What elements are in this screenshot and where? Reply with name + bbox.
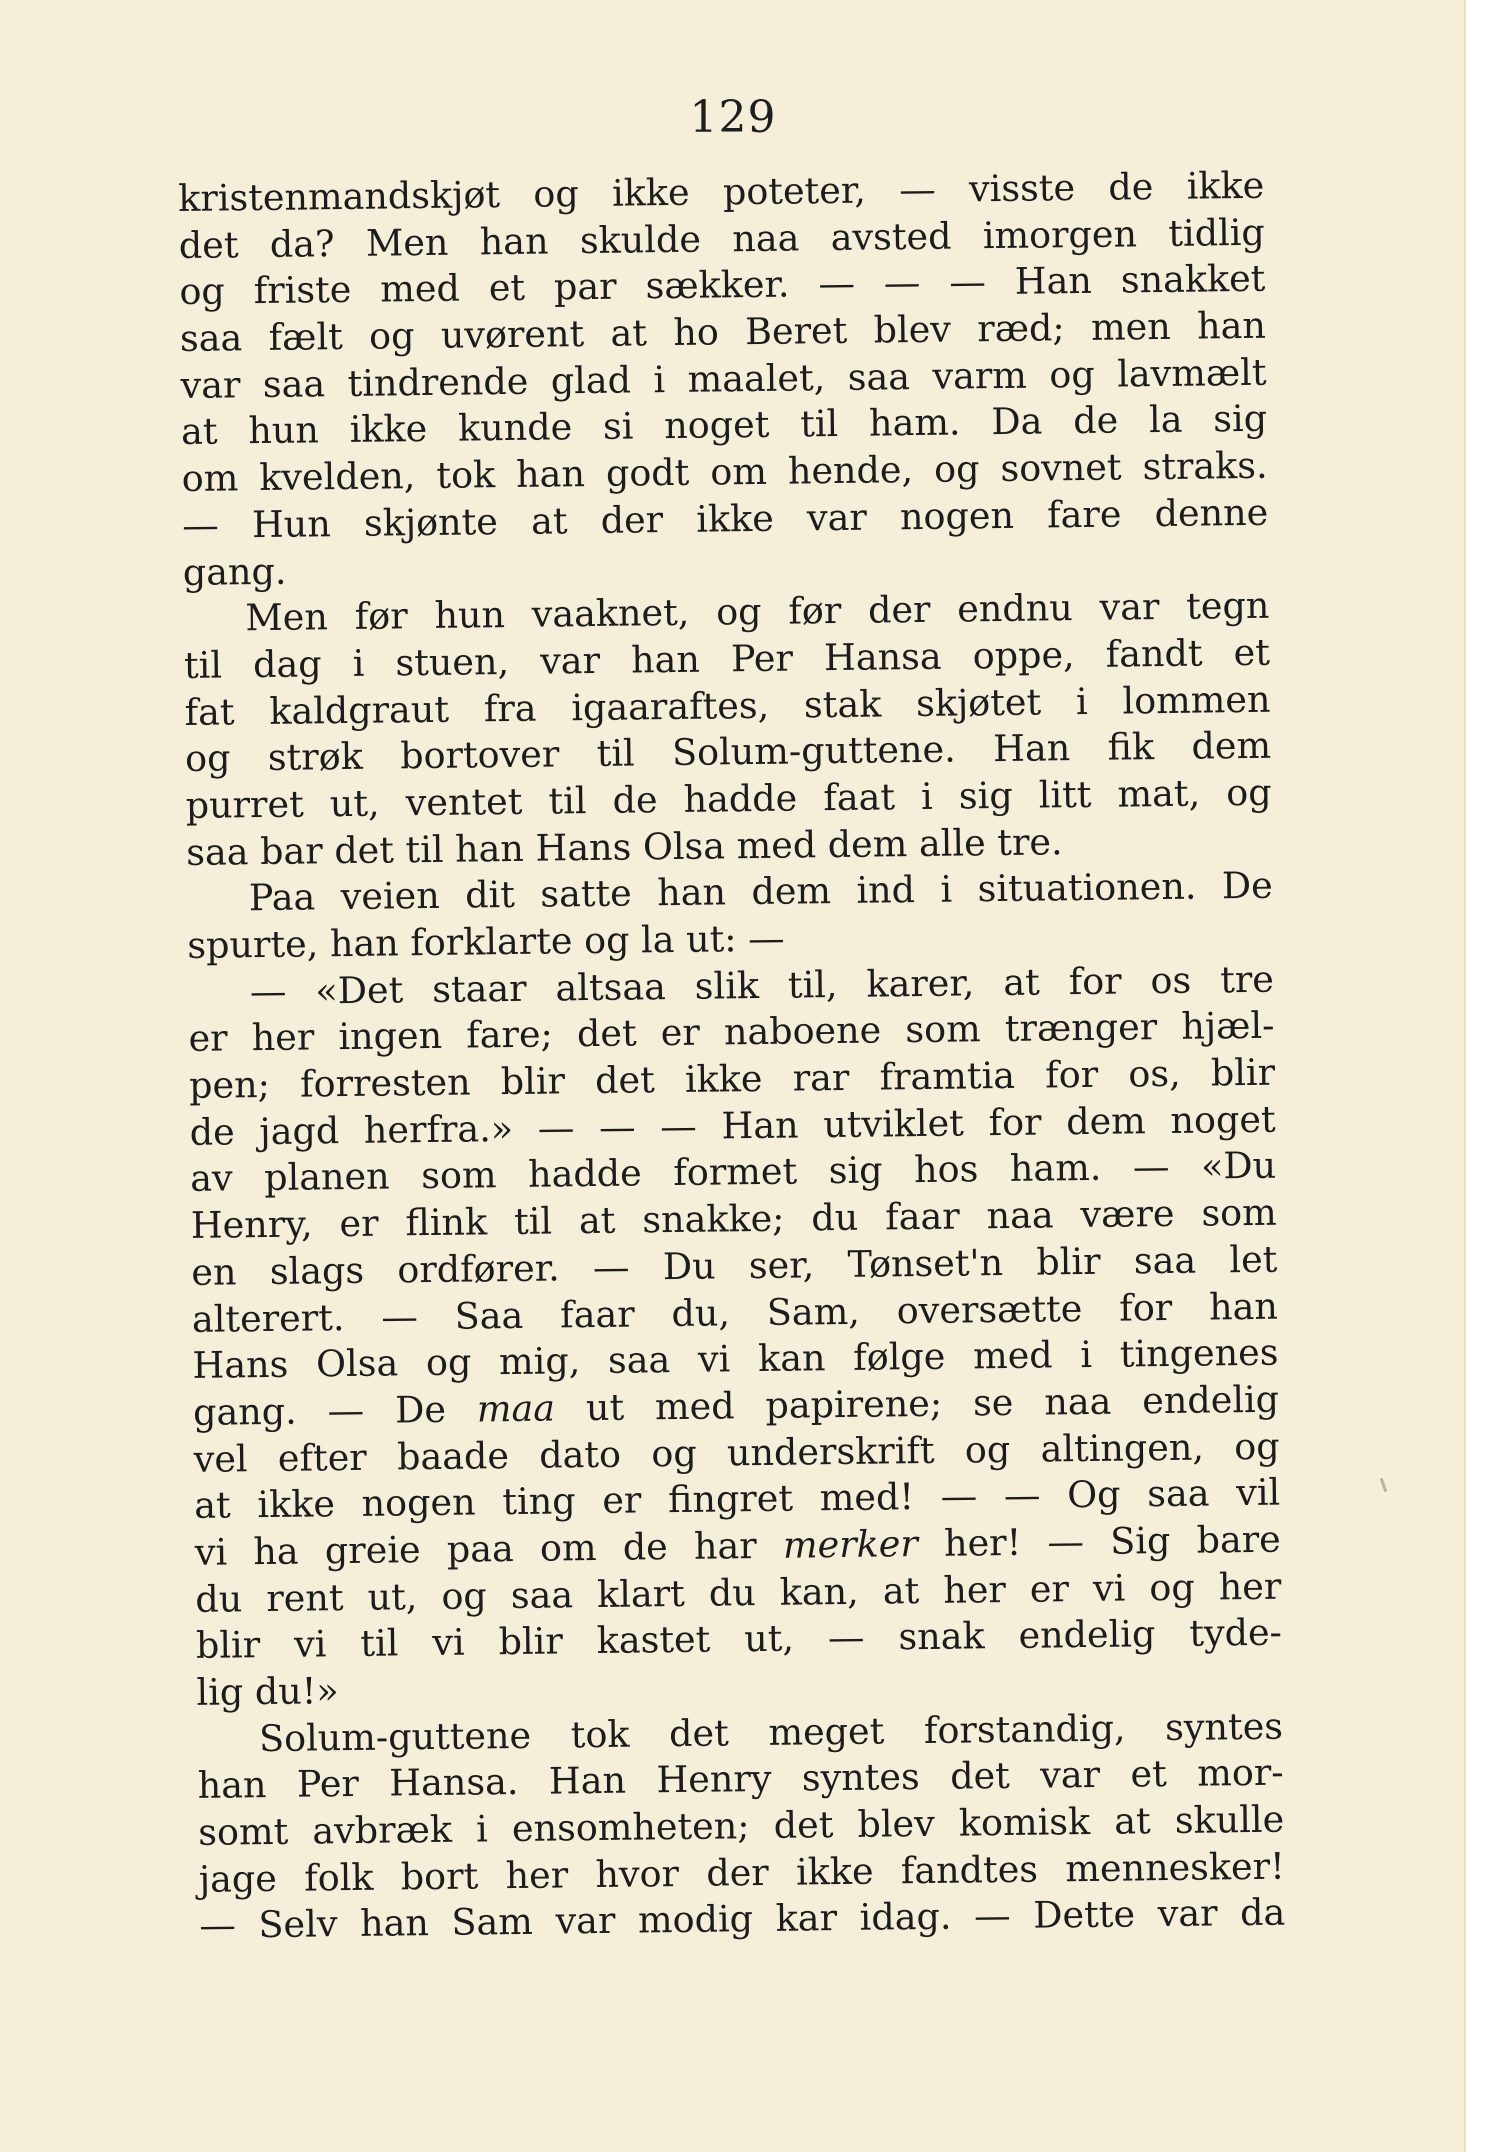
text-line: at ikke nogen ting er fingret med! — — Og saa vil [193, 1470, 1281, 1528]
text-segment: vi ha greie paa om de har [194, 1523, 784, 1574]
text-line: Hans Olsa og mig, saa vi kan følge med i tingenes [192, 1330, 1279, 1388]
scan-margin [1466, 0, 1504, 2152]
text-line: han Per Hansa. Han Henry syntes det var et mor- [197, 1750, 1284, 1808]
text-line: fat kaldgraut fra igaaraftes, stak skjøtet i lommen [184, 677, 1271, 734]
text-line: en slags ordfører. — Du ser, Tønset'n blir saa let [191, 1237, 1278, 1294]
paragraph-start-line: — «Det staar altsaa slik til, karer, at for os tre [249, 957, 1275, 1013]
text-line: blir vi til vi blir kastet ut, — snak endelig tyde- [195, 1610, 1283, 1668]
text-line: til dag i stuen, var han Per Hansa oppe, fandt et [183, 630, 1271, 687]
text-line: og strøk bortover til Solum-guttene. Han fik dem [184, 723, 1272, 781]
text-line: av planen som hadde formet sig hos ham. — «Du [189, 1144, 1277, 1201]
text-line: somt avbræk i ensomheten; det blev komisk at skulle [197, 1797, 1285, 1854]
text-line: det da? Men han skulde naa avsted imorgen tidlig [178, 210, 1266, 267]
italic-word: merker [782, 1522, 919, 1567]
text-line: — Selv han Sam var modig kar idag. — Dette var da [199, 1891, 1286, 1948]
paragraph-start-line: Paa veien dit satte han dem ind i situationen. De [248, 863, 1274, 920]
text-line: om kvelden, tok han godt om hende, og sovnet straks. [181, 443, 1268, 501]
paper-speck [1380, 1478, 1388, 1492]
text-line: — Hun skjønte at der ikke var nogen fare denne [182, 490, 1269, 547]
text-line: saa fælt og uvørent at ho Beret blev ræd; men han [179, 303, 1267, 361]
paragraph-start-line: Solum-guttene tok det meget forstandig, syntes [258, 1704, 1284, 1760]
text-line: du rent ut, og saa klart du kan, at her er vi og her [195, 1564, 1282, 1621]
body-text [178, 163, 1286, 1950]
text-line: at hun ikke kunde si noget til ham. Da de la sig [180, 397, 1268, 454]
text-line: saa bar det til han Hans Olsa med dem alle tre. [185, 819, 1063, 874]
text-line: alterert. — Saa faar du, Sam, oversætte for han [191, 1284, 1279, 1341]
text-line: spurte, han forklarte og la ut: — [187, 916, 785, 967]
text-line: lig du!» [196, 1669, 339, 1714]
text-line: var saa tindrende glad i maalet, saa varm og lavmælt [180, 350, 1267, 407]
text-line: gang. [182, 549, 287, 594]
text-line: de jagd herfra.» — — — Han utviklet for dem noget [189, 1097, 1276, 1154]
paragraph-start-line: Men før hun vaaknet, og før der endnu var tegn [245, 583, 1270, 640]
text-segment: ut med papirene; se naa endelig [554, 1377, 1280, 1430]
text-line: jage folk bort her hvor der ikke fandtes mennesker! [198, 1844, 1285, 1901]
text-segment: her! — Sig bare [917, 1517, 1281, 1565]
text-line: pen; forresten blir det ikke rar framtia for os, blir [188, 1050, 1276, 1107]
text-line: er her ingen fare; det er naboene som trænger hjæl- [188, 1004, 1275, 1061]
text-line: Henry, er flink til at snakke; du faar naa være som [190, 1190, 1278, 1248]
italic-word: maa [476, 1386, 556, 1431]
text-line: vel efter baade dato og underskrift og altingen, og [193, 1424, 1280, 1481]
page-number: 129 [689, 92, 777, 143]
text-segment: gang. — De [192, 1387, 478, 1434]
text-line: kristenmandskjøt og ikke poteter, — visste de ikke [178, 163, 1265, 220]
text-line: og friste med et par sækker. — — — Han snakket [179, 257, 1266, 314]
text-line: purret ut, ventet til de hadde faat i sig litt mat, og [185, 770, 1272, 827]
